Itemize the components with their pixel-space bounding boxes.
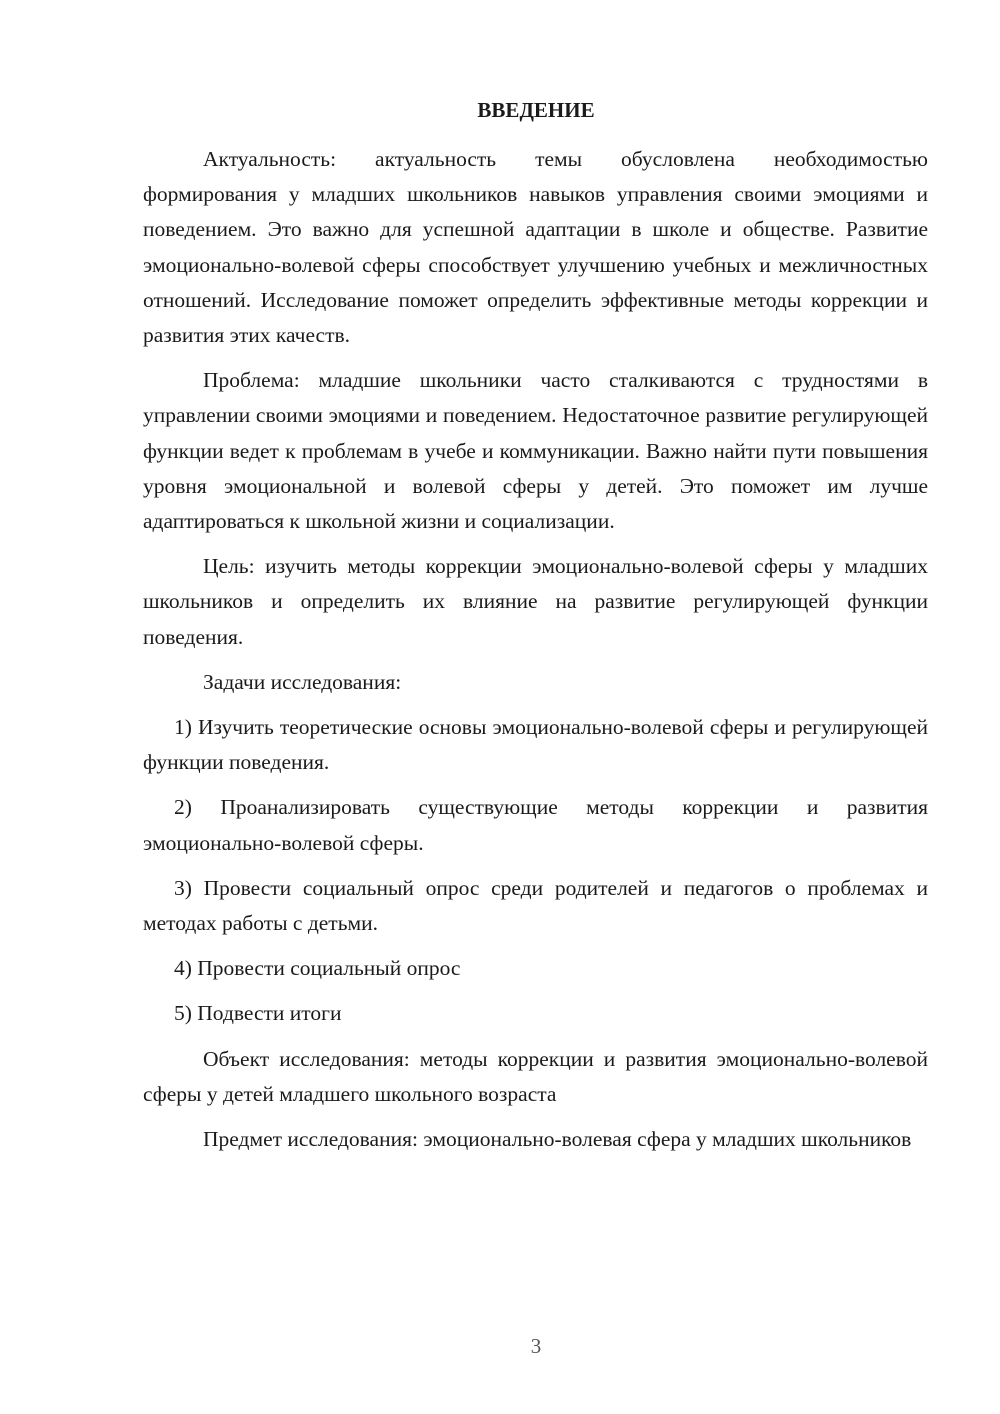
tasks-heading: Задачи исследования: <box>203 669 402 694</box>
document-body <box>143 142 928 1167</box>
paragraph-subject: Предмет исследования: эмоционально-волевая сфера у младших школьников <box>203 1127 912 1152</box>
task-item: 5) Подвести итоги <box>174 1001 342 1026</box>
task-item: 4) Провести социальный опрос <box>174 956 461 981</box>
section-title: ВВЕДЕНИЕ <box>477 98 595 122</box>
task-item: 3) Провести социальный опрос среди родителей и педагогов о проблемах и методах работы с детьми. <box>143 875 928 936</box>
task-item: 1) Изучить теоретические основы эмоционально-волевой сферы и регулирующей функции поведения. <box>143 715 928 775</box>
paragraph-relevance: Актуальность: актуальность темы обусловлена необходимостью формирования у младших школьников навыков управления своими эмоциями и поведением. Это важно для успешной адаптации в школе и обществе. Развитие эмоционально-волевой сферы способствует улучшению учебных и межличностных отношений. Исследование поможет определить эффективные методы коррекции и развития этих качеств. <box>143 147 928 348</box>
page-number: 3 <box>530 1334 542 1358</box>
paragraph-problem: Проблема: младшие школьники часто сталкиваются с трудностями в управлении своими эмоциями и поведением. Недостаточное развитие регулирующей функции ведет к проблемам в учебе и коммуникации. Важно найти пути повышения уровня эмоциональной и волевой сферы у детей. Это поможет им лучше адаптироваться к школьной жизни и социализации. <box>143 368 928 534</box>
paragraph-goal: Цель: изучить методы коррекции эмоционально-волевой сферы у младших школьников и определить их влияние на развитие регулирующей функции поведения. <box>143 554 928 649</box>
task-item: 2) Проанализировать существующие методы коррекции и развития эмоционально-волевой сферы. <box>143 795 928 855</box>
paragraph-object: Объект исследования: методы коррекции и развития эмоционально-волевой сферы у детей младшего школьного возраста <box>143 1046 928 1106</box>
